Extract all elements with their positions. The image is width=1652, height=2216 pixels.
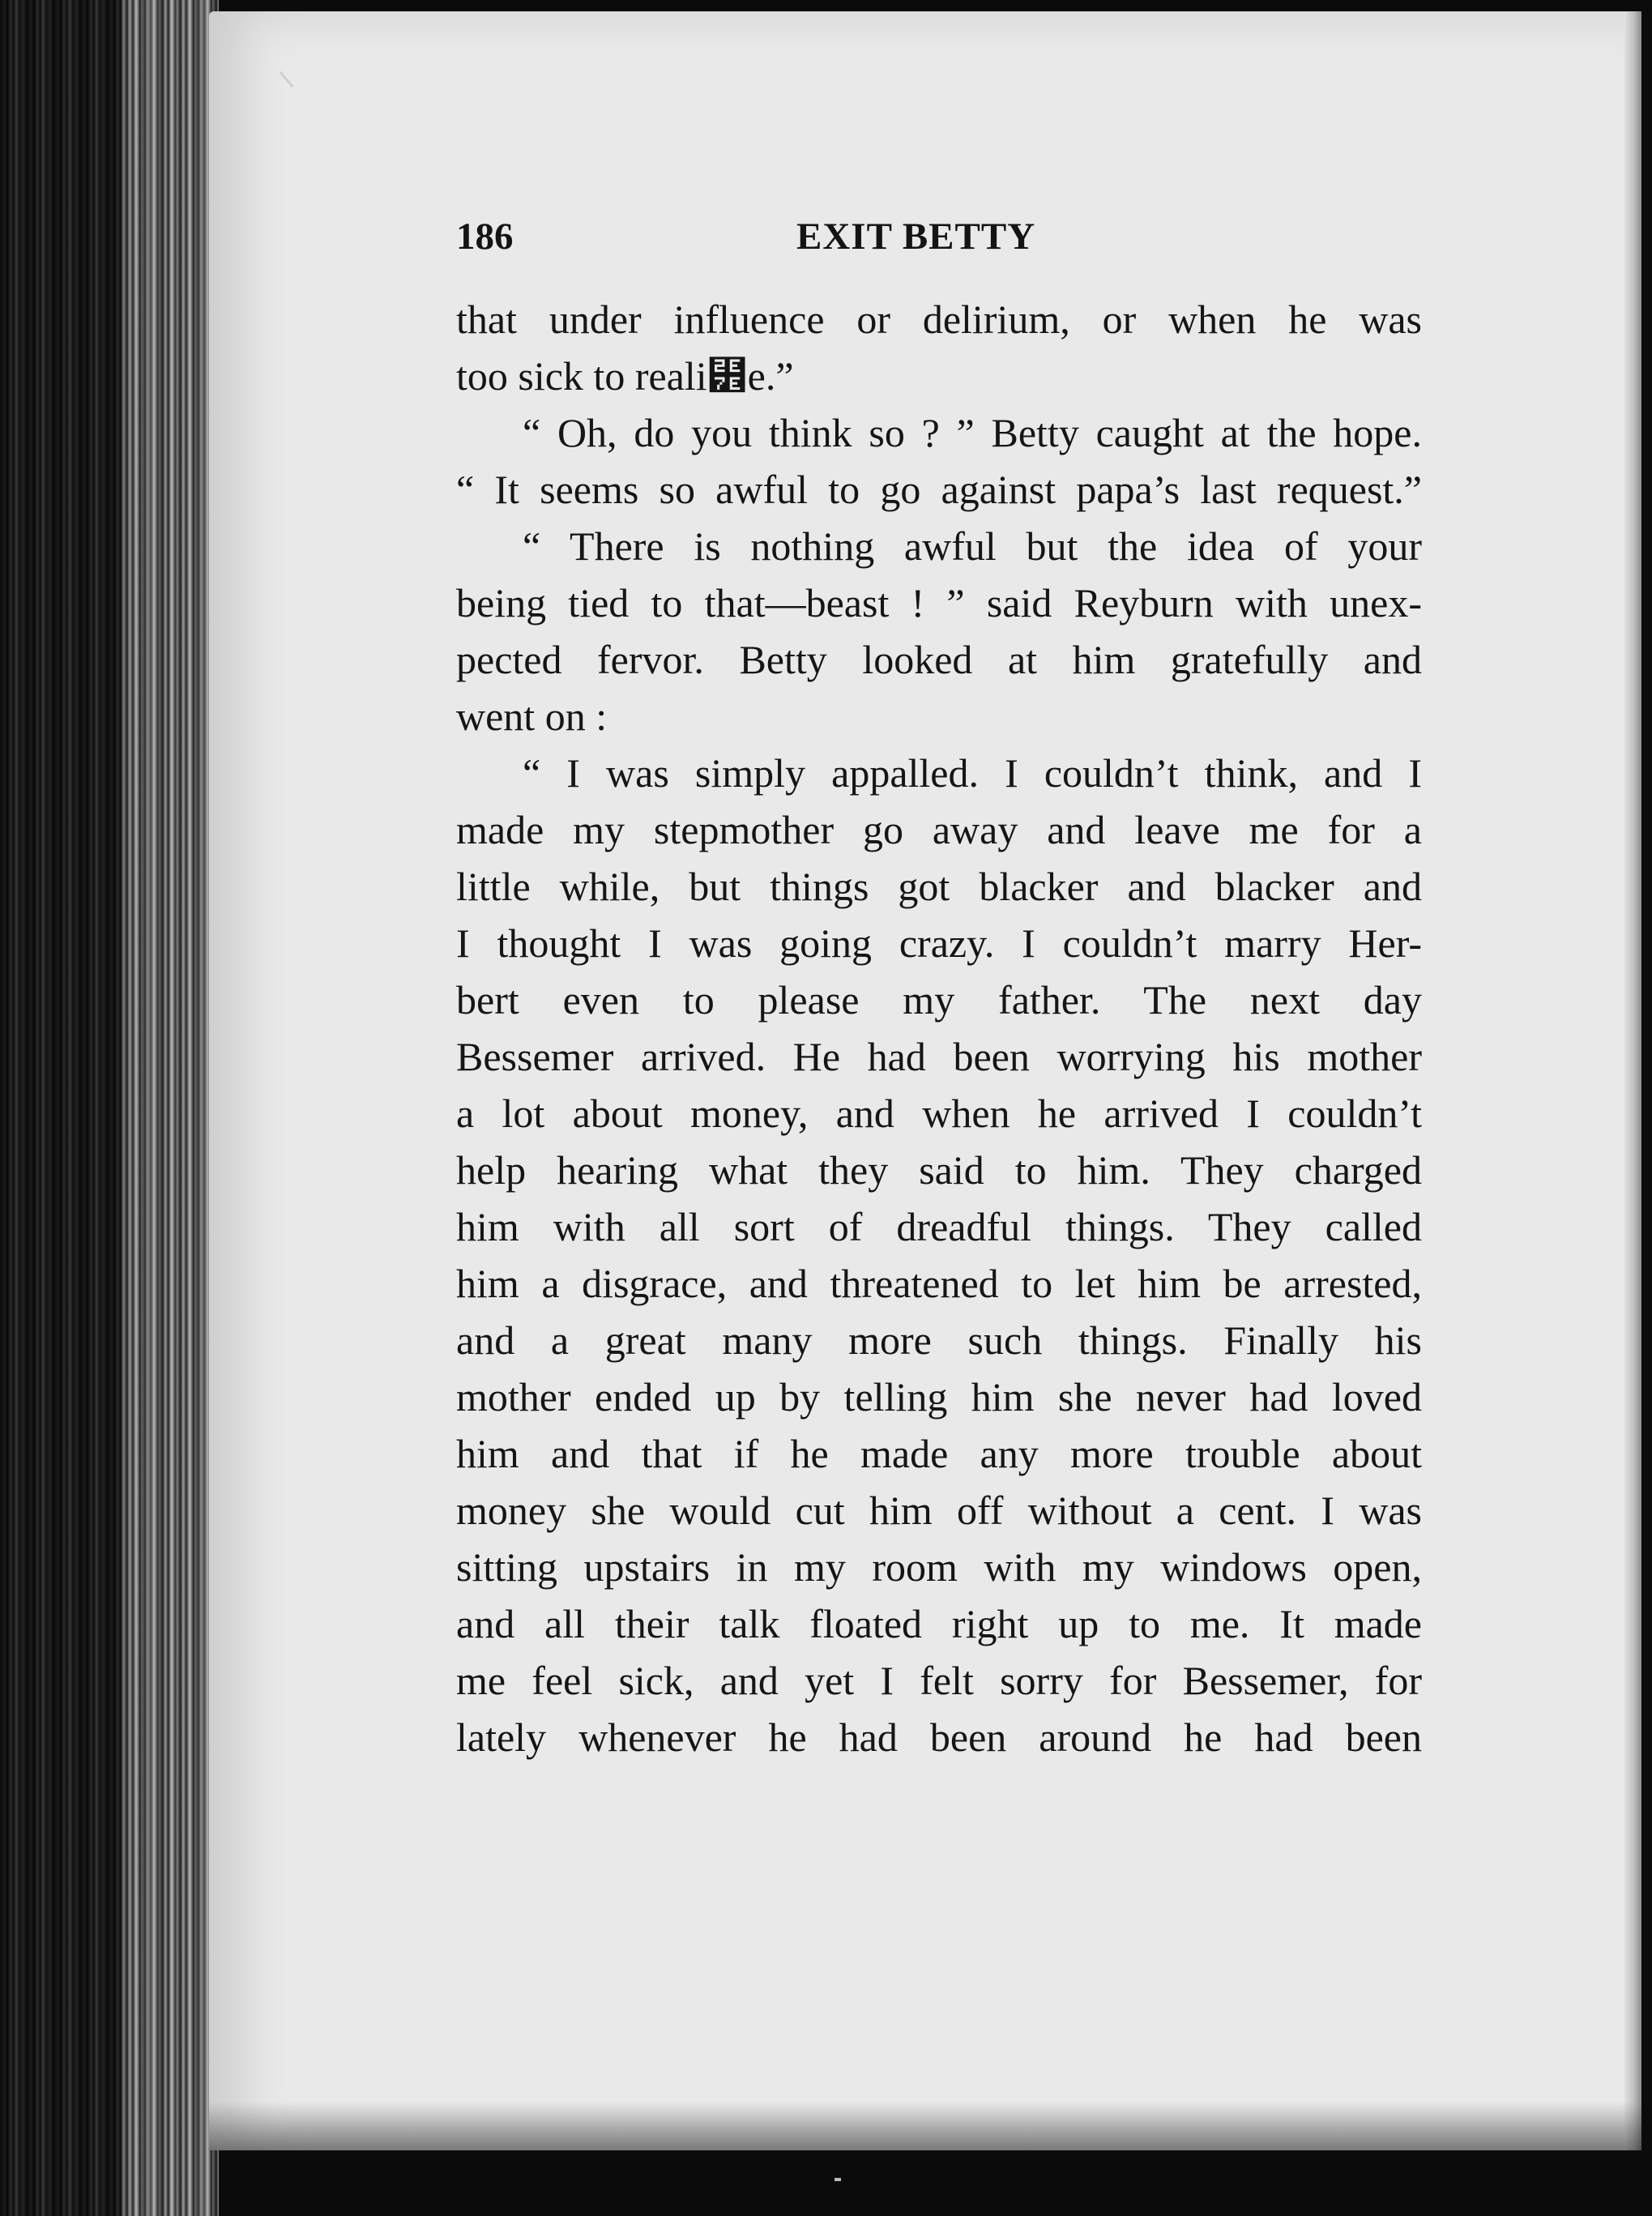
page-right-edge [1624,11,1641,2150]
text-line: I thought I was going crazy. I couldn’t marry Her- [456,920,1422,966]
text-line: that under influence or delirium, or when he was [456,297,1422,342]
text-line: and a great many more such things. Finally his [456,1317,1422,1363]
text-line: bert even to please my father. The next day [456,977,1422,1023]
scan-mark [835,2178,841,2181]
text-line: money she would cut him off without a cent. I was [456,1488,1422,1533]
text-line: being tied to that—beast ! ” said Reyburn with unex- [456,580,1422,626]
text-line: a lot about money, and when he arrived I couldn’t [456,1091,1422,1136]
text-line: sitting upstairs in my room with my windows open, [456,1544,1422,1590]
text-line: “ There is nothing awful but the idea of your [523,523,1422,569]
text-line: “ Oh, do you think so ? ” Betty caught at the hope. [523,410,1422,455]
body-text [456,291,1422,1766]
page-bottom-shadow [209,2102,1641,2150]
text-line: too sick to reali⹾e.” [456,353,794,399]
text-line: made my stepmother go away and leave me for a [456,807,1422,852]
text-line: help hearing what they said to him. They charged [456,1147,1422,1193]
text-line: him with all sort of dreadful things. They called [456,1204,1422,1249]
text-line: mother ended up by telling him she never had loved [456,1374,1422,1420]
text-line: him a disgrace, and threatened to let him be arrested, [456,1261,1422,1306]
text-line: and all their talk floated right up to me. It made [456,1601,1422,1646]
text-line: him and that if he made any more trouble about [456,1431,1422,1476]
text-line: pected fervor. Betty looked at him gratefully and [456,637,1422,682]
page-header [456,212,1422,261]
running-title: EXIT BETTY [796,216,1036,258]
page-edges [122,0,219,2216]
text-line: “ It seems so awful to go against papa’s last request.” [456,467,1422,512]
text-line: “ I was simply appalled. I couldn’t think, and I [523,750,1422,796]
text-line: lately whenever he had been around he had been [456,1714,1422,1760]
text-line: me feel sick, and yet I felt sorry for Bessemer, for [456,1658,1422,1703]
text-line: little while, but things got blacker and blacker and [456,864,1422,909]
text-line: Bessemer arrived. He had been worrying his mother [456,1034,1422,1079]
page-number: 186 [456,216,514,258]
text-line: went on : [456,694,608,739]
